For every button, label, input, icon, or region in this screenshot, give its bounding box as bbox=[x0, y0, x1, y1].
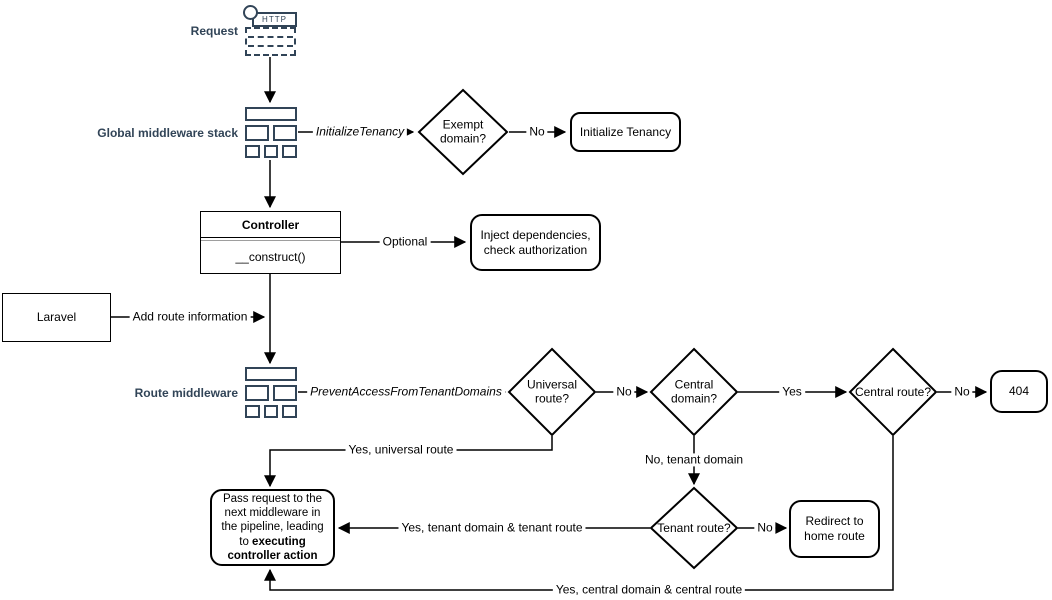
edge-label-yes-central-domain-route: Yes, central domain & central route bbox=[553, 583, 745, 596]
initialize-tenancy-text: Initialize Tenancy bbox=[579, 124, 672, 139]
edge-label-add-route-information: Add route information bbox=[130, 310, 251, 323]
route-middleware-label: Route middleware bbox=[134, 386, 238, 400]
pass-request-node bbox=[210, 489, 335, 566]
inject-dependencies-text: Inject dependencies, check authorization bbox=[480, 227, 591, 257]
request-body-icon bbox=[245, 27, 296, 56]
edge-label-universal-no: No bbox=[613, 385, 634, 398]
request-body-line bbox=[248, 36, 293, 38]
request-label: Request bbox=[190, 24, 238, 38]
edge-label-optional: Optional bbox=[380, 235, 431, 248]
laravel-text: Laravel bbox=[36, 310, 77, 324]
pass-request-text: Pass request to the next middleware in the pipeline, leading to executing controller action bbox=[221, 492, 324, 563]
edge-label-yes-universal-route: Yes, universal route bbox=[346, 443, 457, 456]
tenant-route-decision-text: Tenant route? bbox=[657, 520, 731, 535]
request-http-icon bbox=[252, 12, 297, 27]
universal-route-decision-text: Universal route? bbox=[526, 377, 577, 406]
edge-label-tenant-no: No bbox=[754, 521, 775, 534]
controller-method: __construct() bbox=[235, 250, 306, 264]
edge-label-no-tenant-domain: No, tenant domain bbox=[642, 453, 746, 466]
edge-label-central-route-no: No bbox=[951, 385, 972, 398]
http-label: HTTP bbox=[262, 15, 287, 24]
edge-label-prevent-access: PreventAccessFromTenantDomains bbox=[307, 385, 505, 398]
edge-label-exempt-no: No bbox=[526, 125, 547, 138]
edge-label-central-domain-yes: Yes bbox=[779, 385, 805, 398]
central-route-decision-text: Central route? bbox=[854, 384, 932, 399]
initialize-tenancy-node bbox=[570, 112, 681, 152]
global-middleware-stack-label: Global middleware stack bbox=[97, 126, 238, 140]
controller-title: Controller bbox=[201, 212, 340, 238]
edge-label-yes-tenant-domain-route: Yes, tenant domain & tenant route bbox=[398, 521, 585, 534]
redirect-home-text: Redirect to home route bbox=[804, 514, 865, 543]
central-domain-decision-text: Central domain? bbox=[670, 377, 718, 406]
request-circle-icon bbox=[243, 5, 258, 20]
redirect-home-node bbox=[789, 500, 880, 558]
middleware-stack-icon bbox=[245, 107, 297, 158]
edge-label-initialize-tenancy: InitializeTenancy bbox=[313, 125, 407, 138]
request-body-line bbox=[248, 45, 293, 47]
laravel-node bbox=[2, 293, 111, 342]
route-middleware-stack-icon bbox=[245, 367, 297, 418]
404-text: 404 bbox=[1008, 384, 1030, 398]
inject-dependencies-node bbox=[470, 214, 601, 271]
exempt-domain-decision-text: Exempt domain? bbox=[439, 117, 487, 146]
404-node bbox=[990, 370, 1048, 413]
controller-node bbox=[200, 211, 341, 274]
